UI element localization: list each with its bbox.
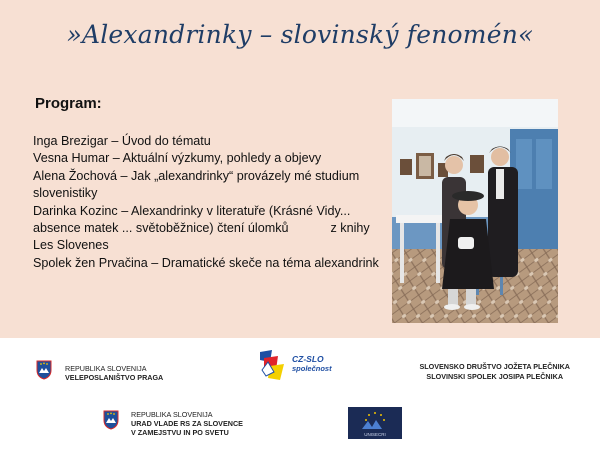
society-line2: SLOVINSKI SPOLEK JOSIPA PLEČNIKA bbox=[426, 372, 564, 381]
society-line1: SLOVENSKO DRUŠTVO JOŽETA PLEČNIKA bbox=[419, 362, 570, 371]
plecnik-society bbox=[419, 362, 570, 382]
cz-slo-line1: CZ-SLO bbox=[292, 354, 324, 364]
office-line3: V ZAMEJSTVU IN PO SVETU bbox=[131, 428, 229, 437]
program-item: Inga Brezigar – Úvod do tématu bbox=[33, 134, 211, 148]
office-line2: URAD VLADE RS ZA SLOVENCE bbox=[131, 419, 243, 428]
program-list bbox=[33, 133, 393, 272]
program-heading: Program: bbox=[35, 95, 102, 112]
eu-program-logo bbox=[348, 407, 402, 439]
slovenia-coat-of-arms-icon bbox=[36, 360, 52, 380]
embassy-logo bbox=[36, 360, 163, 382]
government-office-logo bbox=[103, 410, 243, 437]
embassy-line1: REPUBLIKA SLOVENIJA bbox=[65, 364, 147, 373]
cz-slo-logo bbox=[258, 348, 332, 382]
office-line1: REPUBLIKA SLOVENIJA bbox=[131, 410, 213, 419]
eu-logo-text: UNISECRI bbox=[364, 432, 386, 437]
program-item: Darinka Kozinc – Alexandrinky v literatuře (Krásné Vidy... absence matek ... světoběžnice) čtení úlomků z knihy Les Slovenes bbox=[33, 203, 370, 253]
program-item: Vesna Humar – Aktuální výzkumy, pohledy a objevy bbox=[33, 151, 322, 166]
program-item: Alena Žochová – Jak „alexandrinky“ provázely mé studium slovenistiky bbox=[33, 168, 360, 201]
slide-title: »Alexandrinky – slovinský fenomén« bbox=[66, 20, 534, 49]
cz-slo-line2: společnost bbox=[292, 364, 332, 373]
event-photo bbox=[392, 99, 558, 323]
photo-illustration bbox=[392, 99, 558, 323]
program-item: Spolek žen Prvačina – Dramatické skeče na téma alexandrink bbox=[33, 255, 379, 270]
embassy-line2: VELEPOSLANIŠTVO PRAGA bbox=[65, 373, 164, 382]
slovenia-coat-of-arms-icon bbox=[103, 410, 119, 430]
cz-slo-emblem-icon bbox=[258, 348, 288, 382]
